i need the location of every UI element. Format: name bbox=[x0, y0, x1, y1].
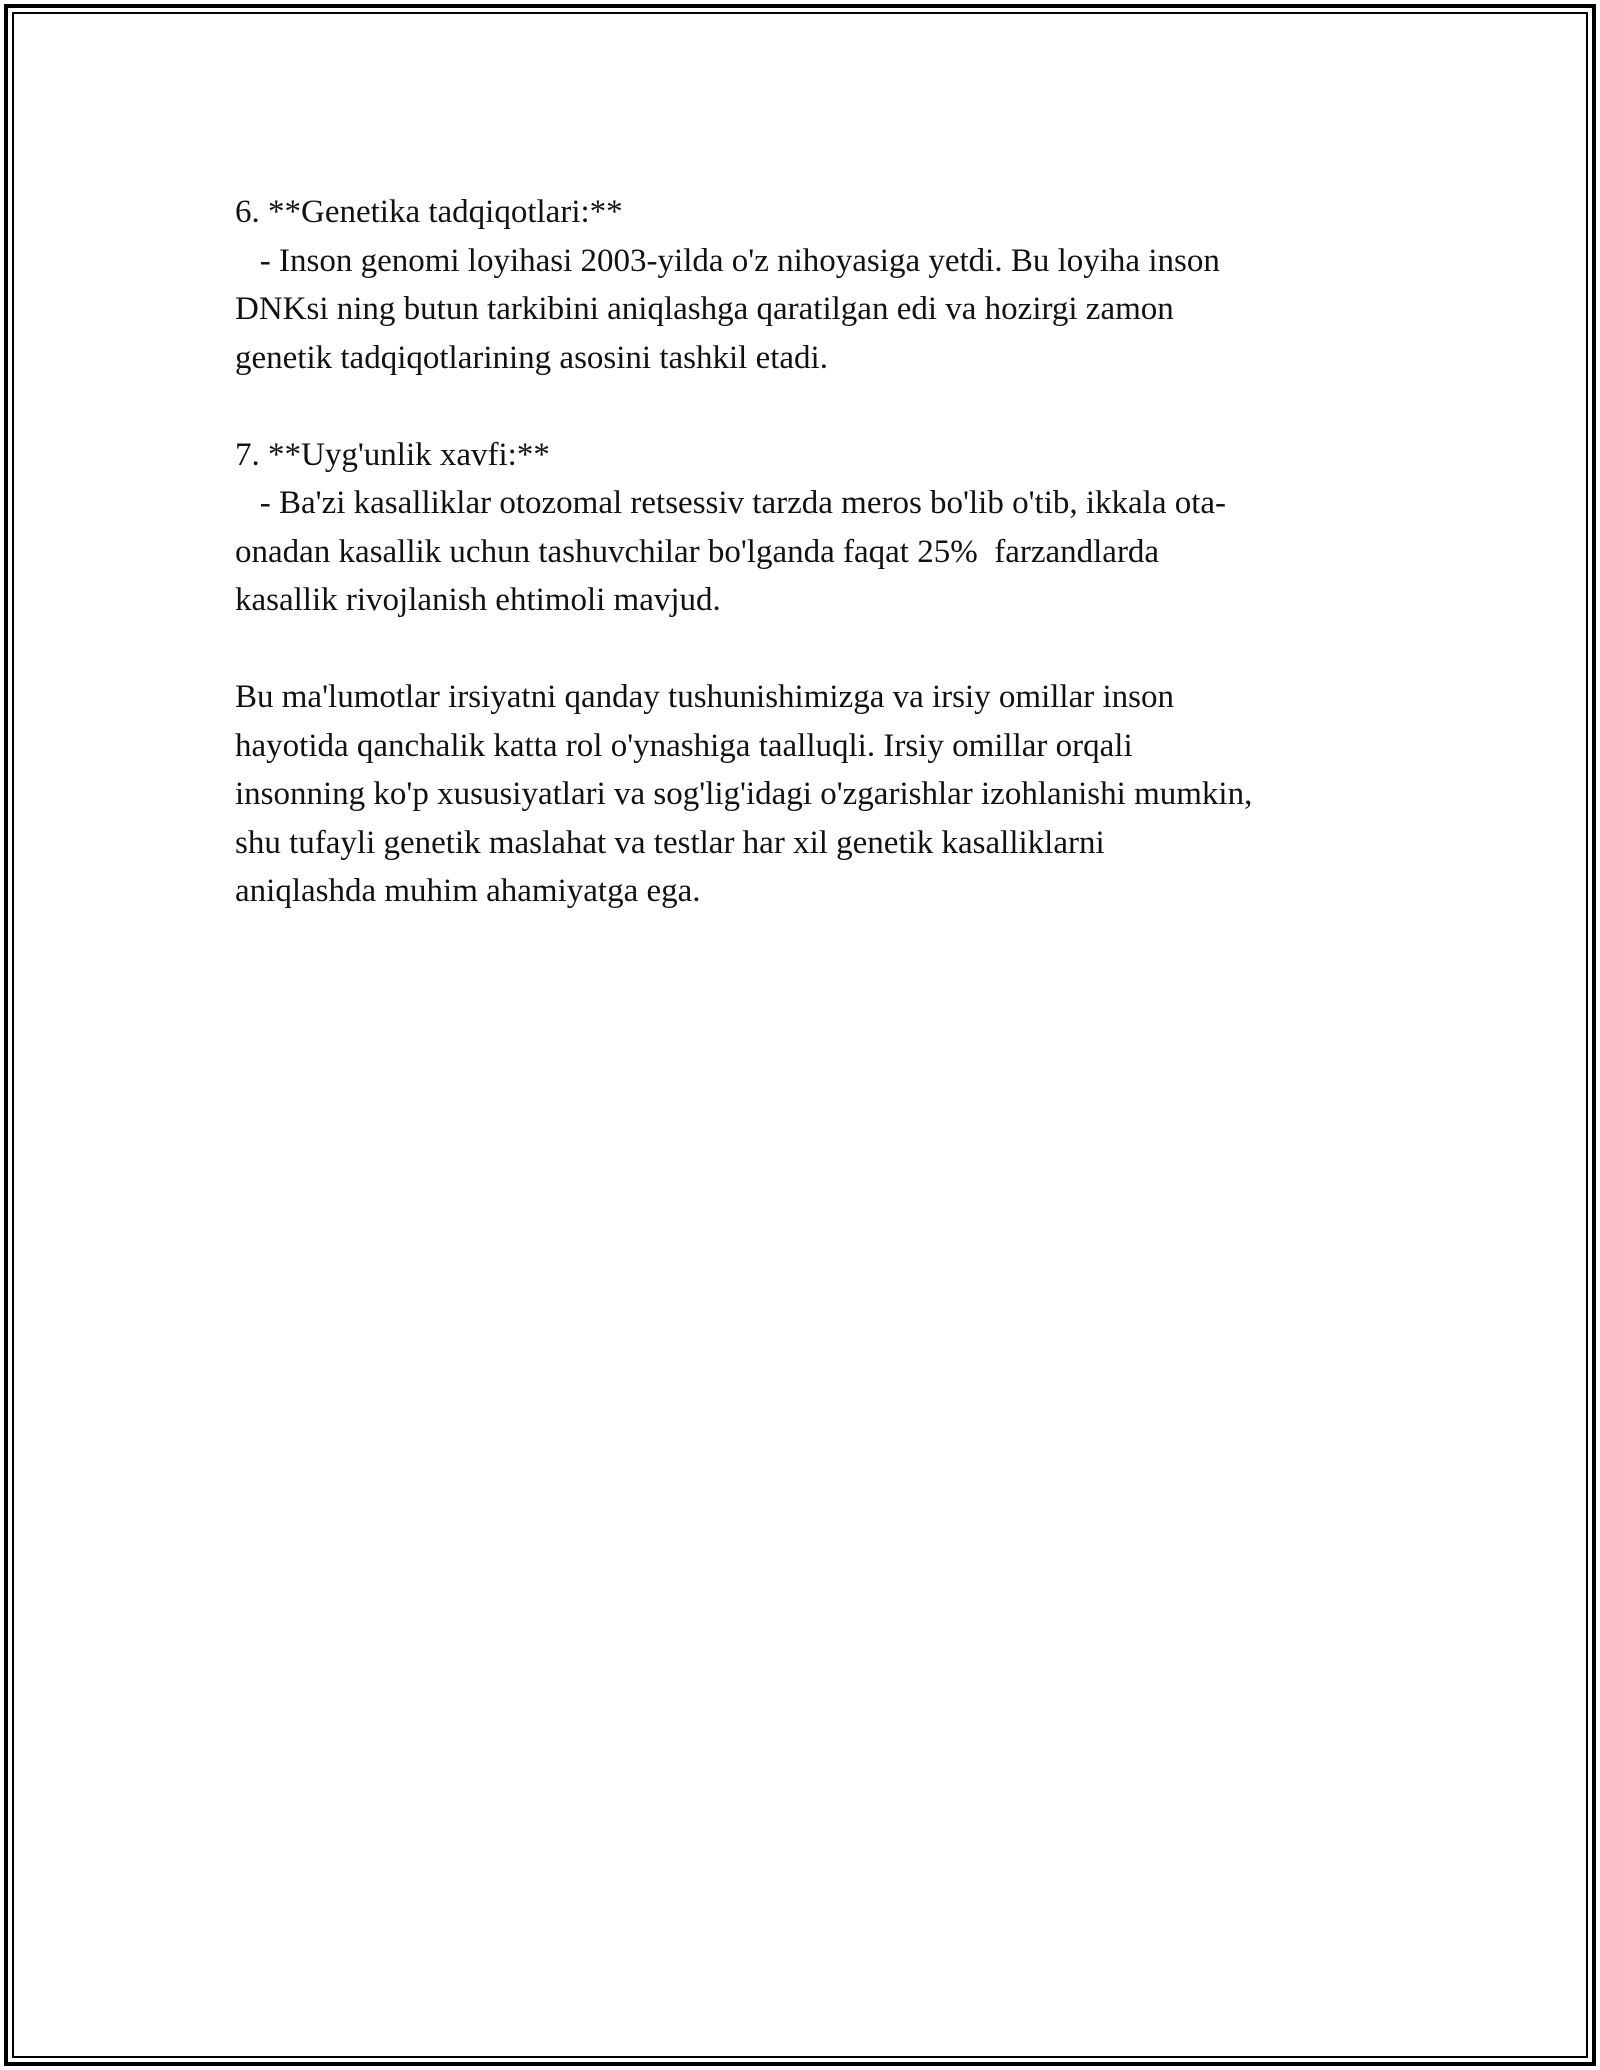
section-heading: 6. **Genetika tadqiqotlari:** bbox=[235, 194, 623, 230]
conclusion-text-line: hayotida qanchalik katta rol o'ynashiga taalluqli. Irsiy omillar orqali bbox=[235, 727, 1133, 764]
section-text-line: DNKsi ning butun tarkibini aniqlashga qaratilgan edi va hozirgi zamon bbox=[235, 291, 1174, 327]
conclusion-text-line: Bu ma'lumotlar irsiyatni qanday tushunishimizga va irsiy omillar inson bbox=[235, 679, 1174, 715]
section-heading: 7. **Uyg'unlik xavfi:** bbox=[235, 436, 550, 473]
section-uygunlik-xavfi bbox=[235, 431, 1385, 625]
section-text-line: onadan kasallik uchun tashuvchilar bo'lganda faqat 25% farzandlarda bbox=[235, 533, 1160, 570]
section-genetika-tadqiqotlari bbox=[235, 188, 1385, 382]
section-text-line: - Ba'zi kasalliklar otozomal retsessiv tarzda meros bo'lib o'tib, ikkala ota- bbox=[235, 485, 1227, 521]
section-text-line: genetik tadqiqotlarining asosini tashkil etadi. bbox=[235, 339, 828, 376]
section-text-line: - Inson genomi loyihasi 2003-yilda o'z nihoyasiga yetdi. Bu loyiha inson bbox=[235, 242, 1220, 279]
conclusion-text-line: aniqlashda muhim ahamiyatga ega. bbox=[235, 873, 701, 909]
conclusion-text-line: insonning ko'p xususiyatlari va sog'lig'idagi o'zgarishlar izohlanishi mumkin, bbox=[235, 776, 1253, 812]
section-text-line: kasallik rivojlanish ehtimoli mavjud. bbox=[235, 582, 721, 618]
conclusion-paragraph bbox=[235, 673, 1385, 916]
conclusion-text-line: shu tufayli genetik maslahat va testlar har xil genetik kasalliklarni bbox=[235, 824, 1105, 861]
document-body bbox=[235, 188, 1385, 916]
